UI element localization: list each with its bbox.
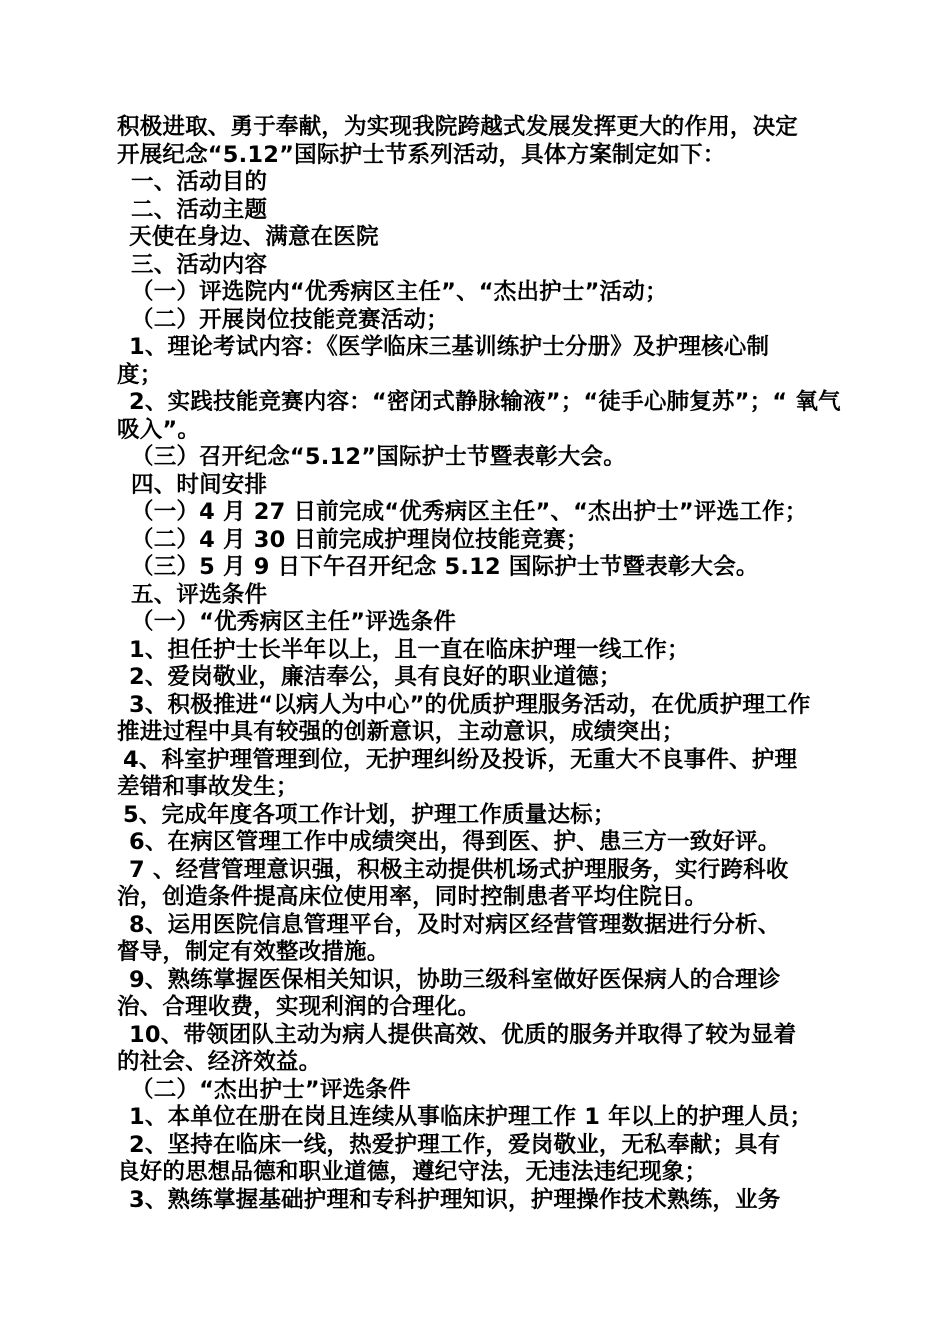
text-line: 天使在身边、满意在医院 (129, 224, 379, 250)
text-line: 二、活动主题 (131, 196, 268, 223)
text-line: （二）4 月 30 日前完成护理岗位技能竞赛； (131, 526, 589, 553)
text-line: 3、熟练掌握基础护理和专科护理知识，护理操作技术熟练，业务 (129, 1186, 781, 1213)
text-line: 四、时间安排 (131, 471, 268, 498)
text-line: （二）“杰出护士”评选条件 (131, 1076, 411, 1103)
text-line: 1、本单位在册在岗且连续从事临床护理工作 1 年以上的护理人员； (129, 1104, 813, 1130)
text-line: （一）评选院内“优秀病区主任”、“杰出护士”活动； (131, 279, 668, 305)
text-line: （三）召开纪念“5.12”国际护士节暨表彰大会。 (131, 444, 626, 470)
document-page (117, 114, 842, 1214)
text-line: 治、合理收费，实现利润的合理化。 (117, 994, 481, 1020)
text-line: 三、活动内容 (131, 251, 268, 278)
text-line: 一、活动目的 (131, 169, 268, 195)
text-line: 2、实践技能竞赛内容：“密闭式静脉输液”；“徒手心肺复苏”；“ 氧气 (129, 389, 841, 415)
text-line: 五、评选条件 (131, 581, 268, 608)
text-line: 开展纪念“5.12”国际护士节系列活动，具体方案制定如下： (117, 141, 726, 168)
text-line: （一）4 月 27 日前完成“优秀病区主任”、“杰出护士”评选工作； (131, 499, 808, 525)
text-line: 的社会、经济效益。 (117, 1049, 322, 1075)
text-line: 9、熟练掌握医保相关知识，协助三级科室做好医保病人的合理诊 (129, 966, 781, 993)
text-line: （一）“优秀病区主任”评选条件 (131, 609, 457, 635)
text-line: 1、担任护士长半年以上，且一直在临床护理一线工作； (129, 636, 690, 663)
text-line: 3、积极推进“以病人为中心”的优质护理服务活动，在优质护理工作 (129, 691, 811, 718)
text-line: 2、爱岗敬业，廉洁奉公，具有良好的职业道德； (129, 664, 622, 690)
text-line: 良好的思想品德和职业道德，遵纪守法，无违法违纪现象； (117, 1159, 708, 1185)
text-line: 5、完成年度各项工作计划，护理工作质量达标； (123, 801, 616, 828)
text-line: 7 、经营管理意识强，积极主动提供机场式护理服务，实行跨科收 (129, 856, 789, 883)
text-line: 6、在病区管理工作中成绩突出，得到医、护、患三方一致好评。 (129, 829, 781, 855)
text-line: 1、理论考试内容：《医学临床三基训练护士分册》及护理核心制 (129, 334, 770, 360)
text-line: 度； (117, 361, 163, 388)
text-line: 督导，制定有效整改措施。 (117, 939, 390, 965)
text-line: （二）开展岗位技能竞赛活动； (131, 306, 449, 333)
text-line: 治，创造条件提高床位使用率，同时控制患者平均住院日。 (117, 884, 708, 910)
text-line: 8、运用医院信息管理平台，及时对病区经营管理数据进行分析、 (129, 911, 781, 938)
text-line: 差错和事故发生； (117, 774, 299, 800)
text-line: （三）5 月 9 日下午召开纪念 5.12 国际护士节暨表彰大会。 (131, 554, 759, 580)
text-line: 吸入”。 (117, 416, 201, 443)
text-line: 4、科室护理管理到位，无护理纠纷及投诉，无重大不良事件、护理 (123, 746, 798, 773)
text-line: 推进过程中具有较强的创新意识，主动意识，成绩突出； (117, 719, 685, 745)
text-line: 2、坚持在临床一线，热爱护理工作，爱岗敬业，无私奉献；具有 (129, 1131, 781, 1158)
text-line: 积极进取、勇于奉献，为实现我院跨越式发展发挥更大的作用，决定 (117, 114, 799, 140)
text-line: 10、带领团队主动为病人提供高效、优质的服务并取得了较为显着 (129, 1021, 797, 1048)
